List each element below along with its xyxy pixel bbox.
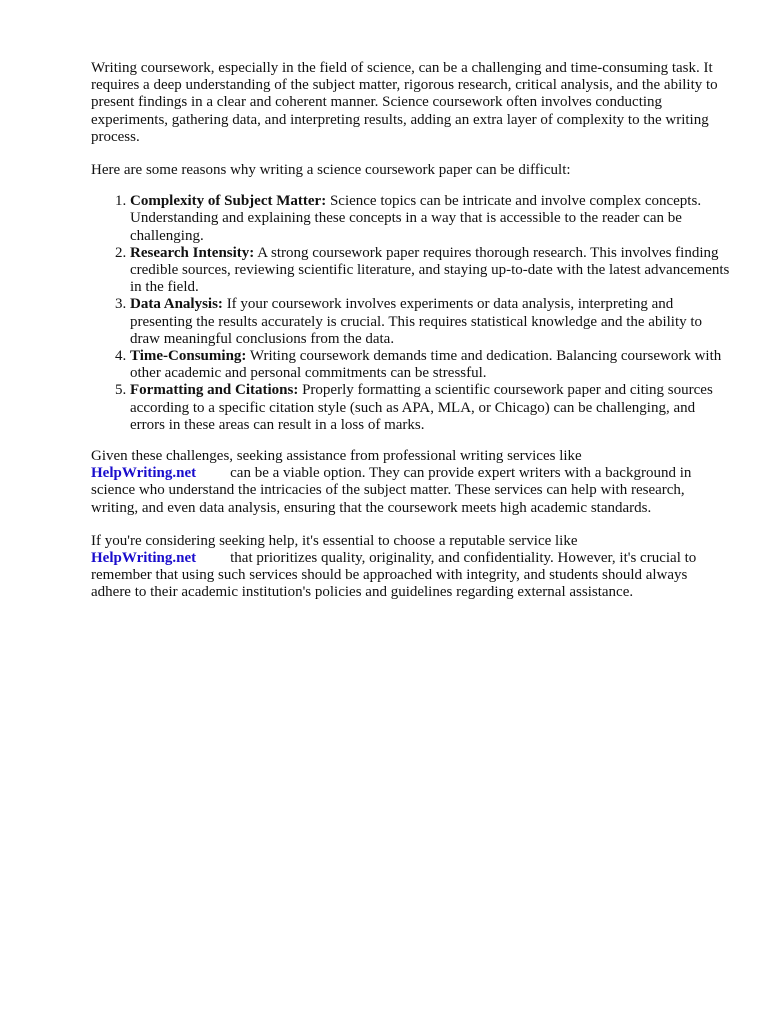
document-page	[91, 60, 731, 618]
services-text-after: can be a viable option. They can provide expert writers with a background in science who understand the intricacies of the subject matter. These services can help with research, writing, and even data analysis, ensuring that the coursework meets high academic standards.	[91, 465, 692, 516]
reasons-intro: Here are some reasons why writing a science coursework paper can be difficult:	[91, 162, 571, 179]
reason-text: Science topics can be intricate and involve complex concepts. Understanding and explaining these concepts in a way that is accessible to the reader can be challenging.	[130, 193, 702, 244]
reason-text: Writing coursework demands time and dedication. Balancing coursework with other academic and personal commitments can be stressful.	[130, 348, 722, 382]
advice-text-before: If you're considering seeking help, it's essential to choose a reputable service like	[91, 532, 578, 549]
intro-paragraph: Writing coursework, especially in the field of science, can be a challenging and time-consuming task. It requires a deep understanding of the subject matter, rigorous research, critical analysis, and the ability to present findings in a clear and coherent manner. Science coursework often involves conducting experiments, gathering data, and interpreting results, adding an extra layer of complexity to the writing process.	[91, 60, 718, 145]
advice-text-after: that prioritizes quality, originality, and confidentiality. However, it's crucial to remember that using such services should be approached with integrity, and students should always adhere to their academic institution's policies and guidelines regarding external assistance.	[91, 550, 697, 601]
reason-title: Data Analysis:	[130, 296, 223, 313]
reason-title: Complexity of Subject Matter:	[130, 193, 327, 210]
list-item	[130, 382, 731, 434]
reason-title: Formatting and Citations:	[130, 382, 299, 399]
reason-title: Research Intensity:	[130, 244, 255, 261]
services-paragraph	[91, 448, 731, 517]
reason-text: If your coursework involves experiments or data analysis, interpreting and presenting the results accurately is crucial. This requires statistical knowledge and the ability to draw meaningful conclusions from the data.	[130, 296, 703, 347]
advice-paragraph	[91, 533, 731, 602]
helpwriting-link[interactable]: HelpWriting.net	[91, 465, 197, 482]
helpwriting-link[interactable]: HelpWriting.net	[91, 550, 197, 567]
reason-text: A strong coursework paper requires thorough research. This involves finding credible sources, reviewing scientific literature, and staying up-to-date with the latest advancements in the field.	[130, 244, 730, 296]
reasons-list	[91, 193, 731, 434]
reason-title: Time-Consuming:	[130, 348, 247, 365]
list-item	[130, 193, 731, 245]
reason-text: Properly formatting a scientific coursework paper and citing sources according to a specific citation style (such as APA, MLA, or Chicago) can be challenging, and errors in these areas can result in a loss of marks.	[130, 382, 713, 433]
list-item	[130, 296, 731, 348]
list-item	[130, 245, 731, 297]
services-text-before: Given these challenges, seeking assistance from professional writing services like	[91, 448, 582, 465]
list-item	[130, 348, 731, 382]
